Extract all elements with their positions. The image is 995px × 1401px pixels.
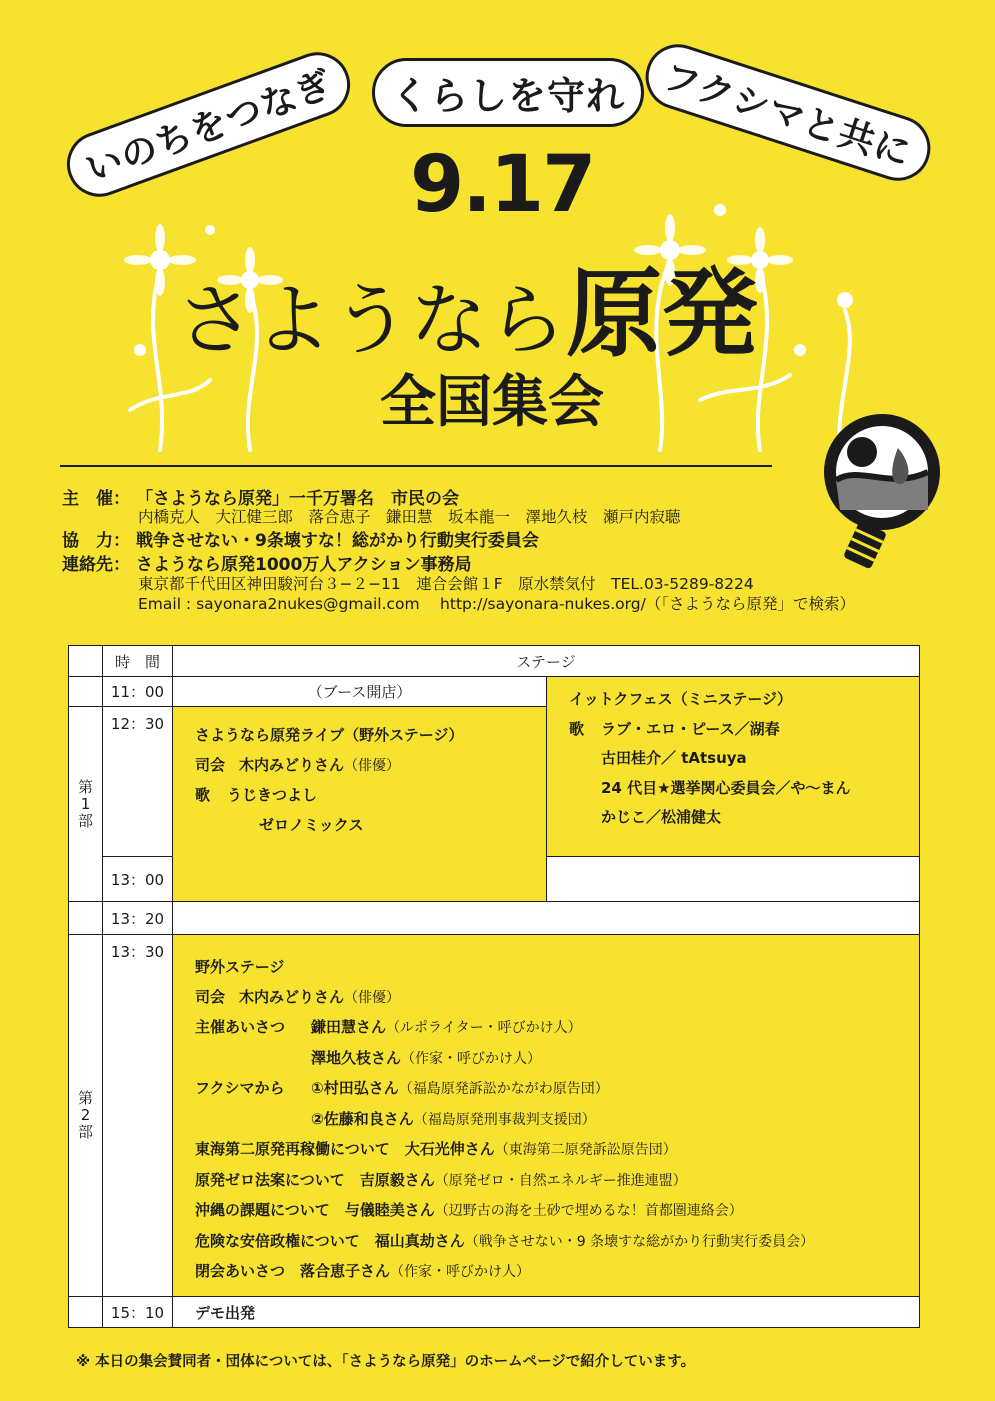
- itto-artist-4: かじこ／松浦健太: [601, 808, 722, 826]
- time-1230: 12：30: [103, 707, 173, 857]
- main-row-name: 吉原毅さん: [359, 1170, 435, 1189]
- main-row-label: 原発ゼロ法案について: [195, 1170, 345, 1189]
- main-row-note: （俳優）: [344, 989, 401, 1006]
- live-block: [173, 707, 547, 902]
- itto-artist-2: 古田桂介／ tAtsuya: [601, 749, 747, 767]
- live-song-label: 歌: [195, 786, 211, 804]
- main-row-label: 危険な安倍政権について: [195, 1231, 360, 1250]
- organizer-label: 主 催：: [62, 489, 130, 509]
- header-stage: ステージ: [173, 646, 920, 677]
- live-artist-2: ゼロノミックス: [259, 815, 364, 834]
- row-1510: [69, 1297, 920, 1328]
- part1-label: [69, 707, 103, 902]
- row-1320: [69, 902, 920, 935]
- slogan-1: いのちをつなぎ: [58, 43, 359, 206]
- live-mc-note: （俳優）: [344, 757, 401, 774]
- itto-artist-3: 24 代目★選挙関心委員会／や〜まん: [601, 778, 851, 797]
- part2-char-3: 部: [77, 1123, 93, 1141]
- main-row-note: （作家・呼びかけ人）: [401, 1050, 542, 1067]
- itto-song-label: 歌: [569, 719, 585, 738]
- main-row: [195, 1227, 919, 1258]
- time-1330: 13：30: [103, 935, 173, 1297]
- main-row-note: （福島原発刑事裁判支援団）: [413, 1111, 596, 1128]
- row-1330: [69, 935, 920, 1297]
- event-title-soft: さようなら: [176, 276, 567, 366]
- live-mc-name: 木内みどりさん: [239, 755, 345, 774]
- main-stage-block: [173, 935, 920, 1297]
- main-row: [195, 1196, 919, 1227]
- main-row-label: フクシマから: [195, 1079, 285, 1097]
- main-row-name: 落合恵子さん: [300, 1262, 391, 1280]
- event-subtitle: 全国集会: [380, 370, 604, 435]
- slogan-3: フクシマと共に: [637, 36, 939, 189]
- booth-open: （ブース開店）: [173, 677, 547, 707]
- time-1510: 15：10: [103, 1297, 173, 1328]
- organizer-value: 「さようなら原発」一千万署名 市民の会: [136, 489, 459, 509]
- row-1100: [69, 677, 920, 707]
- part1-char-3: 部: [77, 811, 93, 830]
- event-title: [176, 238, 758, 375]
- cooperation-value: 戦争させない・9条壊すな！総がかり行動実行委員会: [136, 531, 539, 551]
- itto-title: イットクフェス（ミニステージ）: [569, 690, 793, 708]
- main-row-name: 福山真劫さん: [374, 1231, 465, 1250]
- main-row: [195, 983, 919, 1014]
- header-time: 時 間: [103, 646, 173, 677]
- time-1100: 11：00: [103, 677, 173, 707]
- main-row: [195, 1013, 919, 1044]
- event-title-bold: 原発: [566, 258, 759, 370]
- contact-label: 連絡先：: [62, 555, 130, 575]
- row-1300-empty: [547, 857, 920, 902]
- main-row-note: （作家・呼びかけ人）: [390, 1264, 531, 1280]
- main-row-note: （辺野古の海を土砂で埋めるな！首都圏連絡会）: [434, 1203, 743, 1219]
- main-row: [195, 1166, 919, 1197]
- main-row-note: （原発ゼロ・自然エネルギー推進連盟）: [434, 1172, 687, 1189]
- magnifier-logo-icon: [800, 410, 960, 590]
- time-1320: 13：20: [103, 902, 173, 935]
- contact-address: 東京都千代田区神田駿河台３−２−11 連合会館１F 原水禁気付 TEL.03-5289-8224: [138, 575, 754, 593]
- schedule-table: [68, 645, 920, 1328]
- main-row-note: （東海第二原発訴訟原告団）: [494, 1142, 677, 1158]
- part1-char-1: 第: [77, 777, 93, 796]
- main-title: 野外ステージ: [195, 958, 285, 976]
- itto-fes-block: [547, 677, 920, 857]
- organizer-names: 内橋克人 大江健三郎 落合恵子 鎌田慧 坂本龍一 澤地久枝 瀬戸内寂聴: [138, 508, 681, 526]
- slogan-2: くらしを守れ: [372, 58, 644, 127]
- demo-start: デモ出発: [173, 1297, 920, 1328]
- footnote: ※ 本日の集会賛同者・団体については、「さようなら原発」のホームページで紹介しています。: [76, 1354, 696, 1370]
- main-row-name: ①村田弘さん: [311, 1079, 399, 1097]
- live-artist-1: うじきつよし: [227, 786, 318, 804]
- main-row-name: 鎌田慧さん: [311, 1018, 387, 1036]
- event-date: 9.17: [410, 140, 595, 230]
- time-1300: 13：00: [103, 857, 173, 902]
- schedule-header-row: [69, 646, 920, 677]
- main-row-label: 東海第二原発再稼働について: [195, 1140, 390, 1158]
- cooperation-label: 協 力：: [62, 531, 130, 551]
- header-divider: [60, 465, 772, 467]
- contact-web: Email : sayonara2nukes@gmail.com http://sayonara-nukes.org/（「さようなら原発」で検索）: [138, 595, 856, 613]
- part2-char-2: 2: [80, 1106, 91, 1124]
- main-row: [195, 1105, 919, 1136]
- main-row-name: 澤地久枝さん: [311, 1048, 402, 1067]
- main-row-note: （ルポライター・呼びかけ人）: [386, 1020, 582, 1036]
- live-title: さようなら原発ライブ（野外ステージ）: [195, 726, 464, 744]
- part1-char-2: 1: [80, 794, 91, 813]
- part2-char-1: 第: [77, 1089, 93, 1107]
- contact-value: さようなら原発1000万人アクション事務局: [136, 555, 472, 575]
- itto-artist-1: ラブ・エロ・ピース／湖春: [601, 719, 780, 738]
- main-row: [195, 1044, 919, 1075]
- main-row-note: （戦争させない・9 条壊すな総がかり行動実行委員会）: [464, 1233, 815, 1250]
- main-row-label: 司会: [195, 987, 226, 1006]
- main-row-label: 閉会あいさつ: [195, 1262, 286, 1280]
- live-mc-label: 司会: [195, 755, 226, 774]
- main-row-name: 木内みどりさん: [239, 987, 345, 1006]
- part2-label: [69, 935, 103, 1297]
- main-row-label: 沖縄の課題について: [195, 1201, 330, 1219]
- main-row-name: 大石光伸さん: [404, 1140, 495, 1158]
- main-row: [195, 1257, 919, 1288]
- main-row-name: 与儀睦美さん: [344, 1201, 435, 1219]
- main-row-name: ②佐藤和良さん: [311, 1109, 414, 1128]
- main-row: [195, 1135, 919, 1166]
- cooperation-line: [62, 526, 539, 551]
- row-1320-empty: [173, 902, 920, 935]
- main-row: [195, 1074, 919, 1105]
- main-row-note: （福島原発訴訟かながわ原告団）: [398, 1081, 609, 1097]
- main-row-label: 主催あいさつ: [195, 1018, 286, 1036]
